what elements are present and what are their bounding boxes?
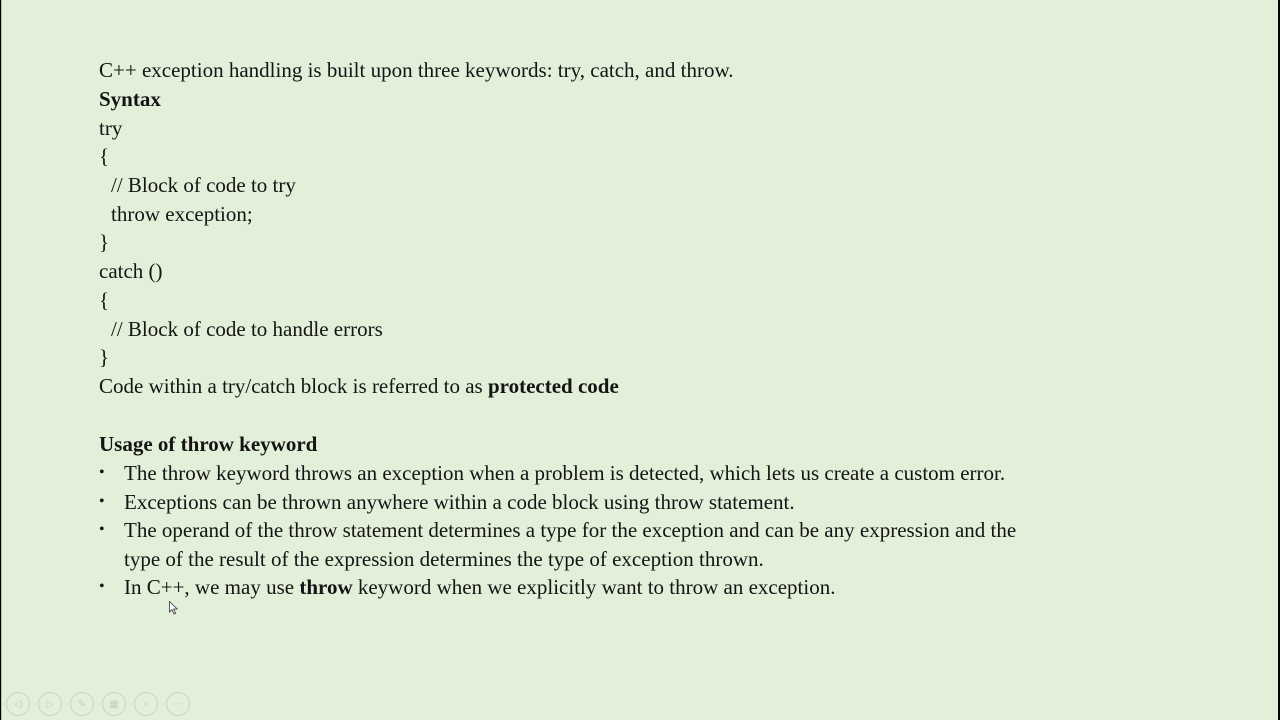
- bullet-suffix: keyword when we explicitly want to throw an exception.: [352, 575, 836, 599]
- bullet-text: The throw keyword throws an exception when a problem is detected, which lets us create a custom error.: [124, 461, 1006, 485]
- protected-code-note: [99, 372, 619, 400]
- pen-icon[interactable]: ✎: [70, 692, 94, 716]
- more-options-icon[interactable]: ⋯: [166, 692, 190, 716]
- bullet-text-line2: type of the result of the expression determines the type of exception thrown.: [124, 547, 764, 571]
- code-line: {: [99, 144, 110, 168]
- code-line: {: [99, 288, 110, 312]
- bullet-bold: throw: [299, 575, 353, 599]
- bullet-text: Exceptions can be thrown anywhere within a code block using throw statement.: [124, 490, 795, 514]
- slide-sorter-icon[interactable]: ▦: [102, 692, 126, 716]
- code-line: throw exception;: [111, 202, 253, 226]
- mouse-cursor-icon: [169, 601, 179, 615]
- intro-text: C++ exception handling is built upon three keywords: try, catch, and throw.: [99, 58, 734, 82]
- protected-note-bold: protected code: [487, 374, 619, 398]
- zoom-icon[interactable]: ⌕: [134, 692, 158, 716]
- code-line: catch (): [99, 259, 163, 283]
- previous-slide-icon[interactable]: ◁: [6, 692, 30, 716]
- bullet-icon: •: [99, 464, 105, 481]
- bullet-text-line1: The operand of the throw statement determines a type for the exception and can be any expression and the: [124, 518, 1017, 542]
- bullet-icon: •: [99, 578, 105, 595]
- presentation-slide: [1, 0, 1278, 720]
- bullet-icon: •: [99, 493, 105, 510]
- next-slide-icon[interactable]: ▷: [38, 692, 62, 716]
- code-line: }: [99, 345, 110, 369]
- code-line: // Block of code to try: [111, 173, 296, 197]
- usage-heading: Usage of throw keyword: [99, 432, 318, 456]
- slideshow-controls: [6, 692, 190, 716]
- protected-note-prefix: Code within a try/catch block is referred to as: [99, 374, 488, 398]
- code-line: }: [99, 230, 110, 254]
- bullet-icon: •: [99, 521, 105, 538]
- code-line: try: [99, 116, 123, 140]
- bullet-prefix: In C++, we may use: [124, 575, 300, 599]
- syntax-heading: Syntax: [99, 87, 161, 111]
- bullet-text: [124, 573, 1184, 602]
- code-line: // Block of code to handle errors: [111, 317, 383, 341]
